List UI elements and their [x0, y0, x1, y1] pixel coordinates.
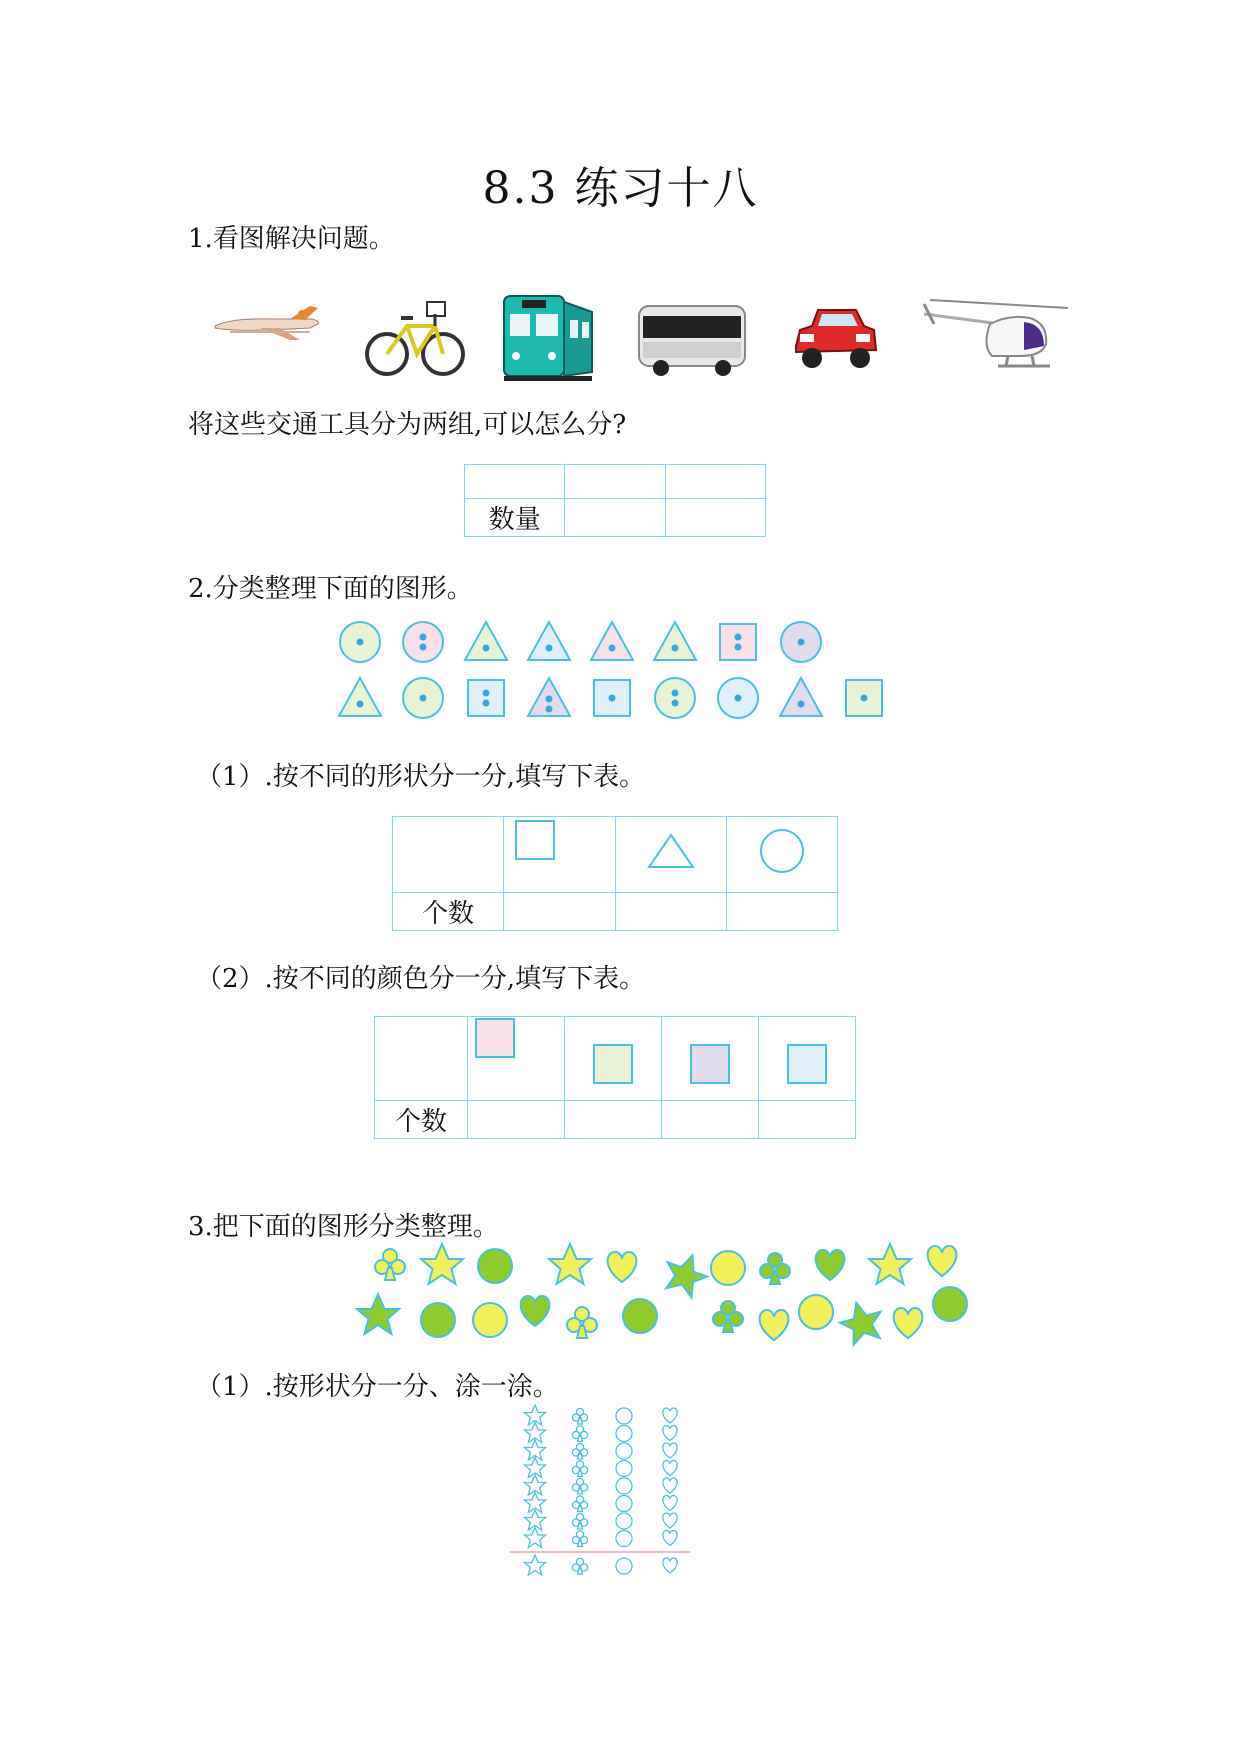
- q2-color-table-corner: [375, 1017, 468, 1101]
- dot-mark: [798, 639, 805, 646]
- club-icon: [760, 1253, 790, 1284]
- star-icon: [525, 1555, 546, 1575]
- question-1-text: 将这些交通工具分为两组,可以怎么分?: [188, 410, 627, 440]
- dot-mark: [672, 700, 679, 707]
- purple-square-icon: [662, 1025, 758, 1085]
- bicycle-icon: [365, 292, 465, 382]
- circle-icon[interactable]: [616, 1408, 632, 1424]
- club-icon[interactable]: [572, 1496, 587, 1512]
- green-square-icon: [565, 1025, 661, 1085]
- q2-shapes: [330, 618, 930, 728]
- heart-icon: [894, 1308, 923, 1338]
- circle-icon[interactable]: [616, 1496, 632, 1512]
- dot-mark: [798, 701, 805, 708]
- star-icon: [836, 1297, 887, 1347]
- helicopter-icon: [920, 290, 1070, 380]
- blue-square-icon: [759, 1025, 855, 1085]
- q2-shape-table-circle: [726, 817, 837, 893]
- triangle-icon: [616, 821, 726, 881]
- dot-mark: [672, 645, 679, 652]
- circle-icon[interactable]: [616, 1426, 632, 1442]
- club-icon: [375, 1249, 405, 1280]
- q1-table: [464, 464, 766, 537]
- heart-icon[interactable]: [663, 1408, 677, 1423]
- club-icon[interactable]: [572, 1443, 587, 1459]
- car-icon: [790, 300, 880, 375]
- heart-icon: [521, 1296, 550, 1326]
- q2-shape-table: [392, 816, 838, 931]
- dot-mark: [357, 639, 364, 646]
- dot-mark: [483, 645, 490, 652]
- club-icon[interactable]: [572, 1513, 587, 1529]
- dot-mark: [546, 645, 553, 652]
- circle-icon: [727, 821, 837, 881]
- q2-color-table-count-green[interactable]: [565, 1101, 662, 1139]
- dot-mark: [546, 706, 553, 713]
- star-icon: [357, 1294, 399, 1334]
- bus-icon: [635, 302, 750, 377]
- club-icon[interactable]: [572, 1426, 587, 1442]
- q3-shapes: [350, 1240, 980, 1350]
- q2-color-table-count-blue[interactable]: [759, 1101, 856, 1139]
- club-icon: [713, 1301, 743, 1332]
- heart-icon[interactable]: [663, 1461, 677, 1476]
- q1-table-label: 数量: [465, 499, 565, 537]
- triangle-shape: [654, 622, 696, 660]
- square-shape: [720, 624, 756, 660]
- q1-table-count1[interactable]: [565, 499, 665, 537]
- question-1-heading: 1.看图解决问题。: [188, 224, 395, 254]
- star-icon: [421, 1244, 463, 1284]
- dot-mark: [483, 690, 490, 697]
- star-icon: [549, 1244, 591, 1284]
- q2-shape-table-corner: [393, 817, 504, 893]
- heart-icon[interactable]: [663, 1531, 677, 1546]
- dot-mark: [861, 695, 868, 702]
- star-icon: [869, 1244, 911, 1284]
- dot-mark: [672, 690, 679, 697]
- heart-icon: [608, 1252, 637, 1282]
- triangle-shape: [339, 678, 381, 716]
- dot-mark: [735, 634, 742, 641]
- q2-shape-table-count-square[interactable]: [504, 893, 615, 931]
- dot-mark: [483, 700, 490, 707]
- square-shape: [468, 680, 504, 716]
- heart-icon: [816, 1250, 845, 1280]
- heart-icon[interactable]: [663, 1478, 677, 1493]
- q2-shape-table-square: [504, 817, 615, 893]
- q1-table-header-empty[interactable]: [465, 465, 565, 499]
- heart-icon: [760, 1310, 789, 1340]
- triangle-shape: [591, 622, 633, 660]
- dot-mark: [546, 696, 553, 703]
- q2-shape-table-label: 个数: [393, 893, 504, 931]
- dot-mark: [609, 645, 616, 652]
- club-icon: [567, 1307, 597, 1338]
- q2-shape-table-triangle: [615, 817, 726, 893]
- dot-mark: [357, 701, 364, 708]
- circle-icon: [933, 1287, 967, 1321]
- circle-icon[interactable]: [616, 1443, 632, 1459]
- heart-icon[interactable]: [663, 1426, 677, 1441]
- dot-mark: [420, 695, 427, 702]
- circle-icon[interactable]: [616, 1461, 632, 1477]
- circle-icon: [799, 1295, 833, 1329]
- q3-part1-text: （1）.按形状分一分、涂一涂。: [196, 1372, 559, 1402]
- triangle-shape: [780, 678, 822, 716]
- heart-icon: [663, 1558, 677, 1573]
- circle-icon: [623, 1299, 657, 1333]
- q2-color-table-purple: [662, 1017, 759, 1101]
- q1-table-group1[interactable]: [565, 465, 665, 499]
- heart-icon: [928, 1246, 957, 1276]
- dot-mark: [609, 695, 616, 702]
- pink-square-icon: [468, 1017, 564, 1077]
- circle-icon: [616, 1558, 632, 1574]
- heart-icon[interactable]: [663, 1513, 677, 1528]
- airplane-icon: [210, 288, 330, 358]
- dot-mark: [735, 695, 742, 702]
- page-title: 8.3 练习十八: [482, 163, 759, 214]
- q2-color-table-blue: [759, 1017, 856, 1101]
- q2-color-table-label: 个数: [375, 1101, 468, 1139]
- question-2-heading: 2.分类整理下面的图形。: [188, 574, 473, 604]
- club-icon[interactable]: [572, 1461, 587, 1477]
- club-icon[interactable]: [572, 1478, 587, 1494]
- circle-icon: [711, 1251, 745, 1285]
- circle-icon[interactable]: [616, 1478, 632, 1494]
- q2-shape-table-count-triangle[interactable]: [615, 893, 726, 931]
- star-icon: [659, 1248, 712, 1300]
- circle-icon: [473, 1303, 507, 1337]
- circle-icon[interactable]: [616, 1531, 632, 1547]
- q2-color-table-count-pink[interactable]: [468, 1101, 565, 1139]
- heart-icon[interactable]: [663, 1496, 677, 1511]
- train-icon: [500, 292, 595, 384]
- q2-part2-text: （2）.按不同的颜色分一分,填写下表。: [196, 964, 646, 994]
- club-icon[interactable]: [572, 1531, 587, 1547]
- heart-icon[interactable]: [663, 1443, 677, 1458]
- club-icon: [572, 1558, 587, 1574]
- q2-shape-table-count-circle[interactable]: [726, 893, 837, 931]
- circle-shape: [655, 678, 695, 718]
- q2-part1-text: （1）.按不同的形状分一分,填写下表。: [196, 762, 646, 792]
- dot-mark: [735, 644, 742, 651]
- dot-mark: [420, 644, 427, 651]
- q2-color-table-count-purple[interactable]: [662, 1101, 759, 1139]
- circle-icon[interactable]: [616, 1513, 632, 1529]
- triangle-shape: [528, 622, 570, 660]
- square-icon: [504, 817, 614, 877]
- circle-icon: [421, 1303, 455, 1337]
- q3-tally-chart: [510, 1404, 710, 1584]
- q1-table-group2[interactable]: [665, 465, 765, 499]
- circle-icon: [478, 1249, 512, 1283]
- q2-color-table: [374, 1016, 856, 1139]
- q1-table-count2[interactable]: [665, 499, 765, 537]
- question-3-heading: 3.把下面的图形分类整理。: [188, 1212, 499, 1242]
- circle-shape: [403, 622, 443, 662]
- q2-color-table-green: [565, 1017, 662, 1101]
- q2-color-table-pink: [468, 1017, 565, 1101]
- dot-mark: [420, 634, 427, 641]
- club-icon[interactable]: [572, 1408, 587, 1424]
- triangle-shape: [465, 622, 507, 660]
